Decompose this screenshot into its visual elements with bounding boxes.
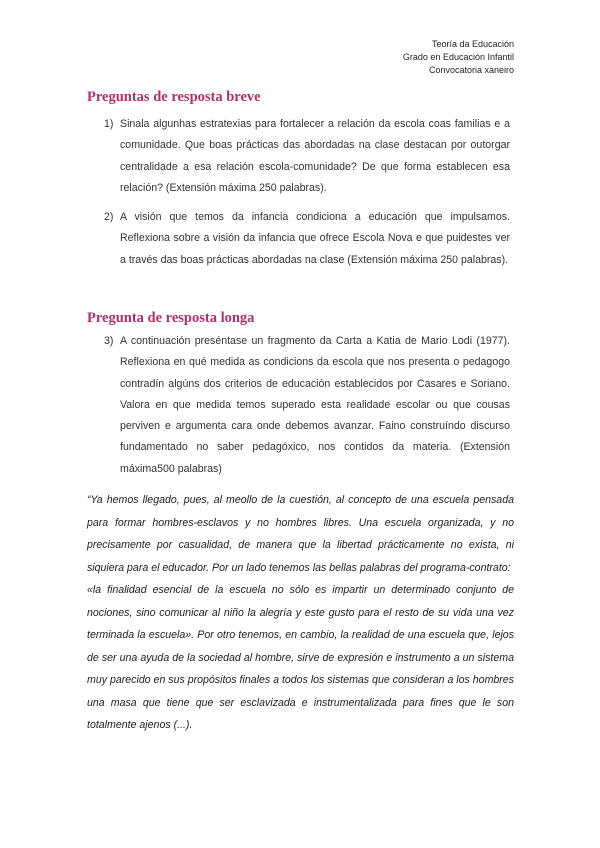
question-number: 3) <box>104 335 114 347</box>
section-title-short-answer: Preguntas de resposta breve <box>87 89 261 105</box>
question-number: 2) <box>104 211 114 223</box>
question-text: Sinala algunhas estratexias para fortalecer a relación da escola coas familias e a comunidade. Que boas prácticas das abordadas na clase destacan por outorgar centralidade a esa relación escola-comunidade? De que forma establecen esa relación? (Extensión máxima 250 palabras). <box>120 118 510 194</box>
document-header <box>403 38 514 77</box>
section-title-long-answer: Pregunta de resposta longa <box>87 310 255 326</box>
question-3 <box>104 331 510 480</box>
header-subject: Teoría da Educación <box>431 39 514 49</box>
quoted-fragment <box>87 489 514 737</box>
question-number: 1) <box>104 118 114 130</box>
header-exam-session: Convocatoria xaneiro <box>428 65 514 75</box>
question-text: A visión que temos da infancia condiciona a educación que impulsamos. Reflexiona sobre a visión da infancia que ofrece Escola Nova e que puidestes ver a través das boas prácticas abordadas na clase (Extensión máxima 250 palabras). <box>120 211 510 266</box>
header-degree: Grado en Educación Infantil <box>402 52 514 62</box>
quote-paragraph-2: «la finalidad esencial de la escuela no sólo es impartir un determinado conjunto de nociones, sino comunicar al niño la alegría y este gusto para el resto de su vida una vez terminada la escuela». Por otro tenemos, en cambio, la realidad de una escuela que, lejos de ser una ayuda de la sociedad al hombre, sirve de expresión e instrumento a un sistema muy parecido en sus propósitos finales a todos los sistemas que consideran a los hombres una masa que tiene que ser esclavizada e instrumentalizada para fines que le son totalmente ajenos (...). <box>87 584 514 731</box>
question-1 <box>104 114 510 199</box>
quote-paragraph-1: “Ya hemos llegado, pues, al meollo de la cuestión, al concepto de una escuela pensada para formar hombres-esclavos y no hombres libres. Una escuela organizada, y no precisamente por casualidad, de manera que la libertad prácticamente no exista, ni siquiera para el educador. Por un lado tenemos las bellas palabras del programa-contrato: <box>87 494 514 574</box>
question-2 <box>104 207 510 271</box>
question-text: A continuación preséntase un fragmento da Carta a Katia de Mario Lodi (1977). Reflexiona en qué medida as condicions da escola que nos presenta o pedagogo contradín algúns dos criterios de educación establecidos por Casares e Soriano. Valora en que medida temos superado esta realidade escolar ou que cousas perviven e argumenta cara onde debemos avanzar. Faino construíndo discurso fundamentado no saber pedagóxico, nos contidos da materia. (Extensión máxima500 palabras) <box>120 335 510 475</box>
